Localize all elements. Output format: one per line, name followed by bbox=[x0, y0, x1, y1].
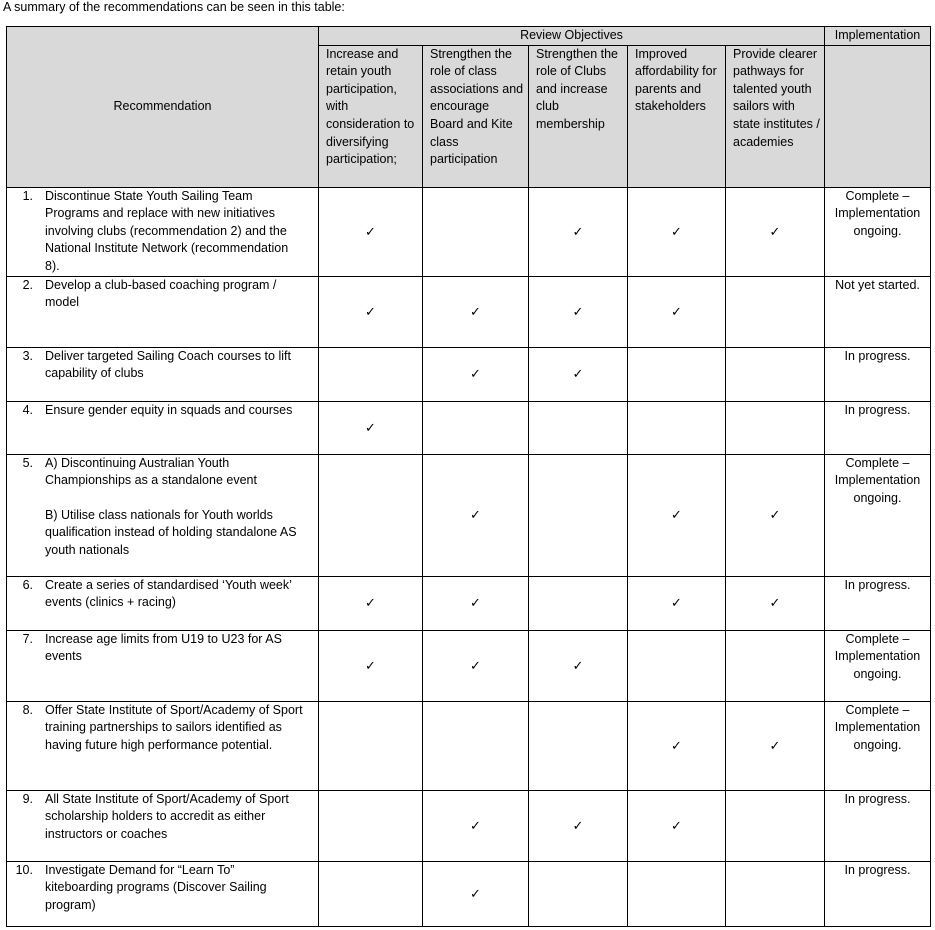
check-mark-icon: ✓ bbox=[769, 737, 781, 753]
objective-header: Improved affordability for parents and stakeholders bbox=[628, 45, 726, 187]
check-mark-icon: ✓ bbox=[365, 657, 376, 673]
recommendation-header: Recommendation bbox=[7, 27, 319, 188]
recommendation-text: Ensure gender equity in squads and courses bbox=[45, 402, 293, 417]
objective-cell bbox=[726, 347, 825, 401]
check-mark-icon: ✓ bbox=[572, 223, 584, 239]
recommendation-text: All State Institute of Sport/Academy of Sport scholarship holders to accredit as either instructors or coaches bbox=[45, 791, 289, 841]
objective-cell bbox=[423, 630, 529, 701]
recommendation-text-wrap bbox=[45, 631, 305, 666]
objective-cell bbox=[423, 576, 529, 630]
recommendation-cell bbox=[7, 187, 319, 276]
objective-cell bbox=[726, 701, 825, 790]
objective-cell bbox=[529, 790, 628, 861]
implementation-status: In progress. bbox=[825, 790, 931, 861]
recommendation-text-secondary: B) Utilise class nationals for Youth worlds qualification instead of holding standalone AS youth nationals bbox=[45, 507, 297, 557]
check-mark-icon: ✓ bbox=[671, 817, 682, 833]
check-mark-icon: ✓ bbox=[671, 303, 682, 319]
objective-cell bbox=[726, 630, 825, 701]
check-mark-icon: ✓ bbox=[572, 303, 584, 319]
objective-header: Strengthen the role of Clubs and increase club membership bbox=[529, 45, 628, 187]
recommendation-number: 7. bbox=[22, 631, 33, 646]
objective-cell bbox=[319, 276, 423, 347]
recommendation-number: 8. bbox=[22, 702, 33, 717]
objective-header: Strengthen the role of class associations and encourage Board and Kite class participation bbox=[423, 45, 529, 187]
objective-cell bbox=[319, 576, 423, 630]
recommendation-text-wrap bbox=[45, 402, 305, 420]
implementation-status: In progress. bbox=[825, 401, 931, 454]
objective-cell bbox=[423, 454, 529, 576]
objective-cell bbox=[529, 454, 628, 576]
implementation-status: In progress. bbox=[825, 576, 931, 630]
objective-header: Provide clearer pathways for talented youth sailors with state institutes / academies bbox=[726, 45, 825, 187]
recommendation-text-wrap bbox=[45, 277, 305, 312]
table-row bbox=[7, 576, 931, 630]
check-mark-icon: ✓ bbox=[365, 419, 376, 435]
check-mark-icon: ✓ bbox=[671, 223, 682, 239]
objective-cell bbox=[628, 401, 726, 454]
table-row bbox=[7, 347, 931, 401]
objective-cell bbox=[319, 454, 423, 576]
objective-cell bbox=[628, 861, 726, 926]
objective-cell bbox=[319, 861, 423, 926]
check-mark-icon: ✓ bbox=[470, 885, 481, 901]
objective-cell bbox=[726, 454, 825, 576]
implementation-header: Implementation bbox=[825, 27, 931, 46]
recommendation-text-wrap bbox=[45, 862, 305, 915]
objective-cell bbox=[726, 187, 825, 276]
recommendation-cell bbox=[7, 576, 319, 630]
recommendation-text: Discontinue State Youth Sailing Team Programs and replace with new initiatives involving clubs (recommendation 2) and the National Institute Network (recommendation 8). bbox=[45, 188, 289, 273]
recommendation-cell bbox=[7, 454, 319, 576]
objective-cell bbox=[726, 576, 825, 630]
recommendation-text-wrap bbox=[45, 348, 305, 383]
table-row bbox=[7, 454, 931, 576]
objective-cell bbox=[726, 790, 825, 861]
table-row bbox=[7, 187, 931, 276]
check-mark-icon: ✓ bbox=[365, 223, 376, 239]
recommendation-number: 3. bbox=[22, 348, 33, 363]
check-mark-icon: ✓ bbox=[470, 507, 481, 523]
objective-cell bbox=[529, 630, 628, 701]
implementation-status: Complete – Implementation ongoing. bbox=[825, 701, 931, 790]
recommendation-text-wrap bbox=[45, 791, 305, 844]
recommendation-cell bbox=[7, 347, 319, 401]
objective-cell bbox=[628, 454, 726, 576]
objective-cell bbox=[628, 347, 726, 401]
implementation-status: In progress. bbox=[825, 347, 931, 401]
implementation-status: Not yet started. bbox=[825, 276, 931, 347]
objective-cell bbox=[423, 790, 529, 861]
objective-cell bbox=[726, 276, 825, 347]
objective-cell bbox=[628, 276, 726, 347]
recommendation-number: 9. bbox=[22, 791, 33, 806]
recommendation-cell bbox=[7, 861, 319, 926]
objective-cell bbox=[529, 187, 628, 276]
objective-cell bbox=[529, 701, 628, 790]
recommendation-text: Offer State Institute of Sport/Academy of Sport training partnerships to sailors identified as having future high performance potential. bbox=[45, 702, 303, 752]
table-row bbox=[7, 401, 931, 454]
check-mark-icon: ✓ bbox=[365, 595, 376, 611]
recommendation-cell bbox=[7, 790, 319, 861]
check-mark-icon: ✓ bbox=[470, 303, 481, 319]
recommendation-text: Create a series of standardised ‘Youth week’ events (clinics + racing) bbox=[45, 577, 292, 610]
objective-cell bbox=[726, 401, 825, 454]
objective-cell bbox=[529, 861, 628, 926]
objective-cell bbox=[529, 401, 628, 454]
implementation-subheader bbox=[825, 45, 931, 187]
recommendation-text-wrap bbox=[45, 455, 305, 560]
check-mark-icon: ✓ bbox=[769, 507, 781, 523]
recommendations-table bbox=[6, 26, 931, 927]
check-mark-icon: ✓ bbox=[470, 595, 481, 611]
objective-cell bbox=[319, 401, 423, 454]
recommendation-text-wrap bbox=[45, 188, 305, 276]
objective-cell bbox=[319, 347, 423, 401]
check-mark-icon: ✓ bbox=[572, 657, 584, 673]
table-row bbox=[7, 790, 931, 861]
check-mark-icon: ✓ bbox=[671, 595, 682, 611]
objective-cell bbox=[423, 187, 529, 276]
intro-text: A summary of the recommendations can be seen in this table: bbox=[3, 0, 345, 14]
recommendation-number: 5. bbox=[22, 455, 33, 470]
check-mark-icon: ✓ bbox=[769, 223, 781, 239]
implementation-status: In progress. bbox=[825, 861, 931, 926]
recommendation-cell bbox=[7, 401, 319, 454]
recommendation-text: Deliver targeted Sailing Coach courses to lift capability of clubs bbox=[45, 348, 291, 381]
objective-cell bbox=[529, 276, 628, 347]
recommendation-number: 6. bbox=[22, 577, 33, 592]
objective-cell bbox=[319, 630, 423, 701]
objective-cell bbox=[423, 347, 529, 401]
recommendation-number: 10. bbox=[15, 862, 33, 877]
recommendation-cell bbox=[7, 630, 319, 701]
check-mark-icon: ✓ bbox=[671, 737, 682, 753]
recommendation-text-wrap bbox=[45, 702, 305, 755]
check-mark-icon: ✓ bbox=[470, 366, 481, 382]
objective-cell bbox=[726, 861, 825, 926]
check-mark-icon: ✓ bbox=[470, 657, 481, 673]
recommendation-text: Increase age limits from U19 to U23 for AS events bbox=[45, 631, 282, 664]
check-mark-icon: ✓ bbox=[769, 595, 781, 611]
recommendation-number: 2. bbox=[22, 277, 33, 292]
table-row bbox=[7, 701, 931, 790]
objective-cell bbox=[319, 701, 423, 790]
recommendation-cell bbox=[7, 276, 319, 347]
check-mark-icon: ✓ bbox=[572, 366, 584, 382]
recommendation-text: A) Discontinuing Australian Youth Championships as a standalone event bbox=[45, 455, 257, 488]
table-row bbox=[7, 276, 931, 347]
check-mark-icon: ✓ bbox=[470, 817, 481, 833]
recommendation-cell bbox=[7, 701, 319, 790]
objective-cell bbox=[529, 576, 628, 630]
objective-header: Increase and retain youth participation, with consideration to diversifying participation; bbox=[319, 45, 423, 187]
implementation-status: Complete – Implementation ongoing. bbox=[825, 630, 931, 701]
objective-cell bbox=[628, 187, 726, 276]
objective-cell bbox=[628, 701, 726, 790]
review-objectives-header: Review Objectives bbox=[319, 27, 825, 46]
check-mark-icon: ✓ bbox=[572, 817, 584, 833]
recommendation-number: 1. bbox=[22, 188, 33, 203]
objective-cell bbox=[628, 576, 726, 630]
check-mark-icon: ✓ bbox=[365, 303, 376, 319]
table-row bbox=[7, 861, 931, 926]
implementation-status: Complete – Implementation ongoing. bbox=[825, 454, 931, 576]
objective-cell bbox=[319, 187, 423, 276]
objective-cell bbox=[423, 701, 529, 790]
objective-cell bbox=[628, 630, 726, 701]
recommendation-number: 4. bbox=[22, 402, 33, 417]
objective-cell bbox=[423, 401, 529, 454]
recommendation-text: Develop a club-based coaching program / model bbox=[45, 277, 277, 310]
objective-cell bbox=[529, 347, 628, 401]
objective-cell bbox=[423, 861, 529, 926]
recommendation-text-wrap bbox=[45, 577, 305, 612]
objective-cell bbox=[423, 276, 529, 347]
implementation-status: Complete – Implementation ongoing. bbox=[825, 187, 931, 276]
table-row bbox=[7, 630, 931, 701]
recommendation-text: Investigate Demand for “Learn To” kiteboarding programs (Discover Sailing program) bbox=[45, 862, 267, 912]
objective-cell bbox=[628, 790, 726, 861]
objective-cell bbox=[319, 790, 423, 861]
check-mark-icon: ✓ bbox=[671, 507, 682, 523]
